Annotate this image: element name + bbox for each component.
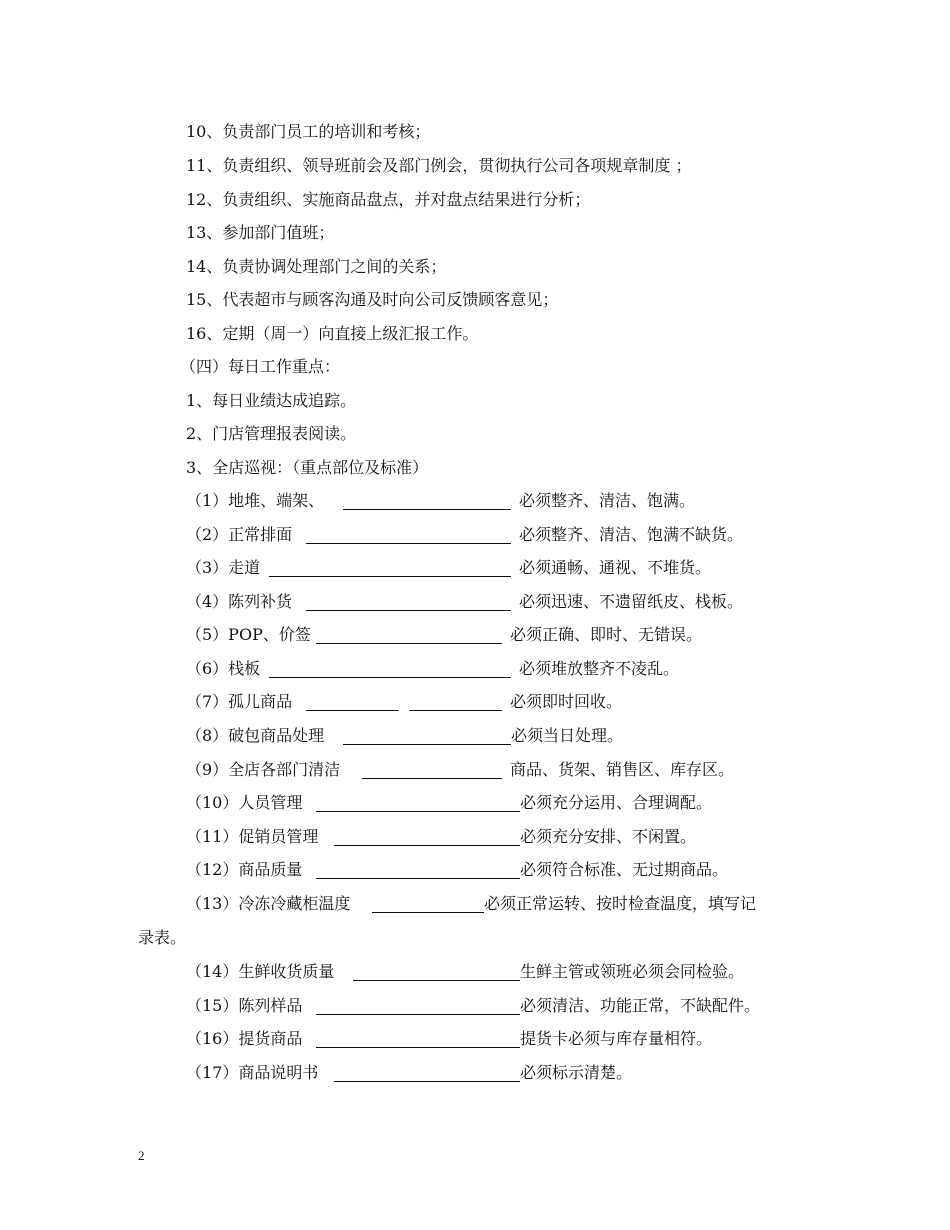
- inspection-standard: 必须正常运转、按时检查温度，填写记: [484, 894, 757, 913]
- fill-blank: [362, 778, 502, 779]
- page-number: 2: [138, 1148, 145, 1163]
- fill-blank: [334, 845, 520, 846]
- duty-line: 15、代表超市与顾客沟通及时向公司反馈顾客意见；: [186, 290, 559, 309]
- inspection-item: [186, 726, 624, 746]
- fill-blank: [353, 980, 520, 981]
- inspection-continuation: 录表。: [138, 928, 187, 947]
- fill-blank: [334, 1081, 520, 1082]
- fill-blank: [316, 643, 502, 644]
- inspection-label: （8）破包商品处理: [186, 726, 325, 745]
- inspection-item: [186, 996, 761, 1016]
- inspection-label: （15）陈列样品: [186, 996, 303, 1015]
- inspection-label: （3）走道: [186, 558, 261, 577]
- focus-item: 2、门店管理报表阅读。: [186, 424, 357, 443]
- inspection-standard: 必须当日处理。: [511, 726, 624, 745]
- inspection-label: （16）提货商品: [186, 1029, 303, 1048]
- inspection-item: [186, 760, 735, 780]
- fill-blank: [409, 710, 502, 711]
- inspection-label: （2）正常排面: [186, 525, 293, 544]
- duty-line: 12、负责组织、实施商品盘点，并对盘点结果进行分析；: [186, 190, 591, 209]
- inspection-standard: 必须迅速、不遗留纸皮、栈板。: [519, 592, 744, 611]
- fill-blank: [372, 912, 484, 913]
- inspection-standard: 必须清洁、功能正常，不缺配件。: [520, 996, 761, 1015]
- inspection-label: （6）栈板: [186, 659, 261, 678]
- inspection-item: [186, 1029, 713, 1049]
- inspection-item: [186, 894, 757, 914]
- inspection-standard: 必须即时回收。: [510, 692, 623, 711]
- inspection-standard: 必须整齐、清洁、饱满。: [519, 491, 696, 510]
- duty-line: 11、负责组织、领导班前会及部门例会，贯彻执行公司各项规章制度 ；: [186, 156, 692, 175]
- fill-blank: [343, 744, 511, 745]
- inspection-standard: 提货卡必须与库存量相符。: [520, 1029, 713, 1048]
- inspection-label: （10）人员管理: [186, 793, 303, 812]
- inspection-item: [186, 659, 680, 679]
- inspection-item: [186, 1063, 633, 1083]
- inspection-label: （7）孤儿商品: [186, 692, 293, 711]
- inspection-label: （11）促销员管理: [186, 827, 319, 846]
- inspection-item: [186, 827, 697, 847]
- fill-blank: [343, 509, 511, 510]
- fill-blank: [306, 543, 511, 544]
- inspection-standard: 必须通畅、通视、不堆货。: [519, 558, 712, 577]
- fill-blank: [306, 710, 399, 711]
- inspection-standard: 商品、货架、销售区、库存区。: [510, 760, 735, 779]
- fill-blank: [269, 677, 511, 678]
- duty-line: 14、负责协调处理部门之间的关系；: [186, 257, 447, 276]
- inspection-standard: 必须标示清楚。: [520, 1063, 633, 1082]
- inspection-label: （5）POP、价签: [186, 625, 311, 644]
- inspection-label: （12）商品质量: [186, 860, 303, 879]
- inspection-item: [186, 692, 623, 712]
- fill-blank: [316, 1014, 520, 1015]
- fill-blank: [316, 878, 520, 879]
- duty-line: 16、定期（周一）向直接上级汇报工作。: [186, 324, 479, 343]
- fill-blank: [316, 811, 520, 812]
- inspection-standard: 必须正确、即时、无错误。: [510, 625, 703, 644]
- duty-line: 13、参加部门值班；: [186, 223, 335, 242]
- inspection-item: [186, 525, 744, 545]
- inspection-label: （9）全店各部门清洁: [186, 760, 341, 779]
- inspection-standard: 必须充分安排、不闲置。: [520, 827, 697, 846]
- fill-blank: [269, 576, 511, 577]
- section-title: （四）每日工作重点：: [180, 357, 341, 376]
- inspection-item: [186, 793, 713, 813]
- inspection-label: （13）冷冻冷藏柜温度: [186, 894, 351, 913]
- fill-blank: [316, 1047, 520, 1048]
- inspection-item: [186, 625, 703, 645]
- inspection-item: [186, 860, 729, 880]
- inspection-label: （17）商品说明书: [186, 1063, 319, 1082]
- inspection-standard: 必须充分运用、合理调配。: [520, 793, 713, 812]
- inspection-label: （4）陈列补货: [186, 592, 293, 611]
- fill-blank: [306, 610, 511, 611]
- inspection-standard: 必须整齐、清洁、饱满不缺货。: [519, 525, 744, 544]
- inspection-standard: 必须堆放整齐不凌乱。: [519, 659, 680, 678]
- focus-item: 3、全店巡视：（重点部位及标准）: [186, 458, 429, 477]
- inspection-standard: 生鲜主管或领班必须会同检验。: [520, 962, 745, 981]
- inspection-item: [186, 558, 712, 578]
- inspection-item: [186, 592, 744, 612]
- inspection-item: [186, 491, 696, 511]
- inspection-label: （1）地堆、端架、: [186, 491, 325, 510]
- inspection-item: [186, 962, 745, 982]
- inspection-label: （14）生鲜收货质量: [186, 962, 335, 981]
- inspection-standard: 必须符合标准、无过期商品。: [520, 860, 729, 879]
- focus-item: 1、每日业绩达成追踪。: [186, 391, 357, 410]
- duty-line: 10、负责部门员工的培训和考核；: [186, 122, 431, 141]
